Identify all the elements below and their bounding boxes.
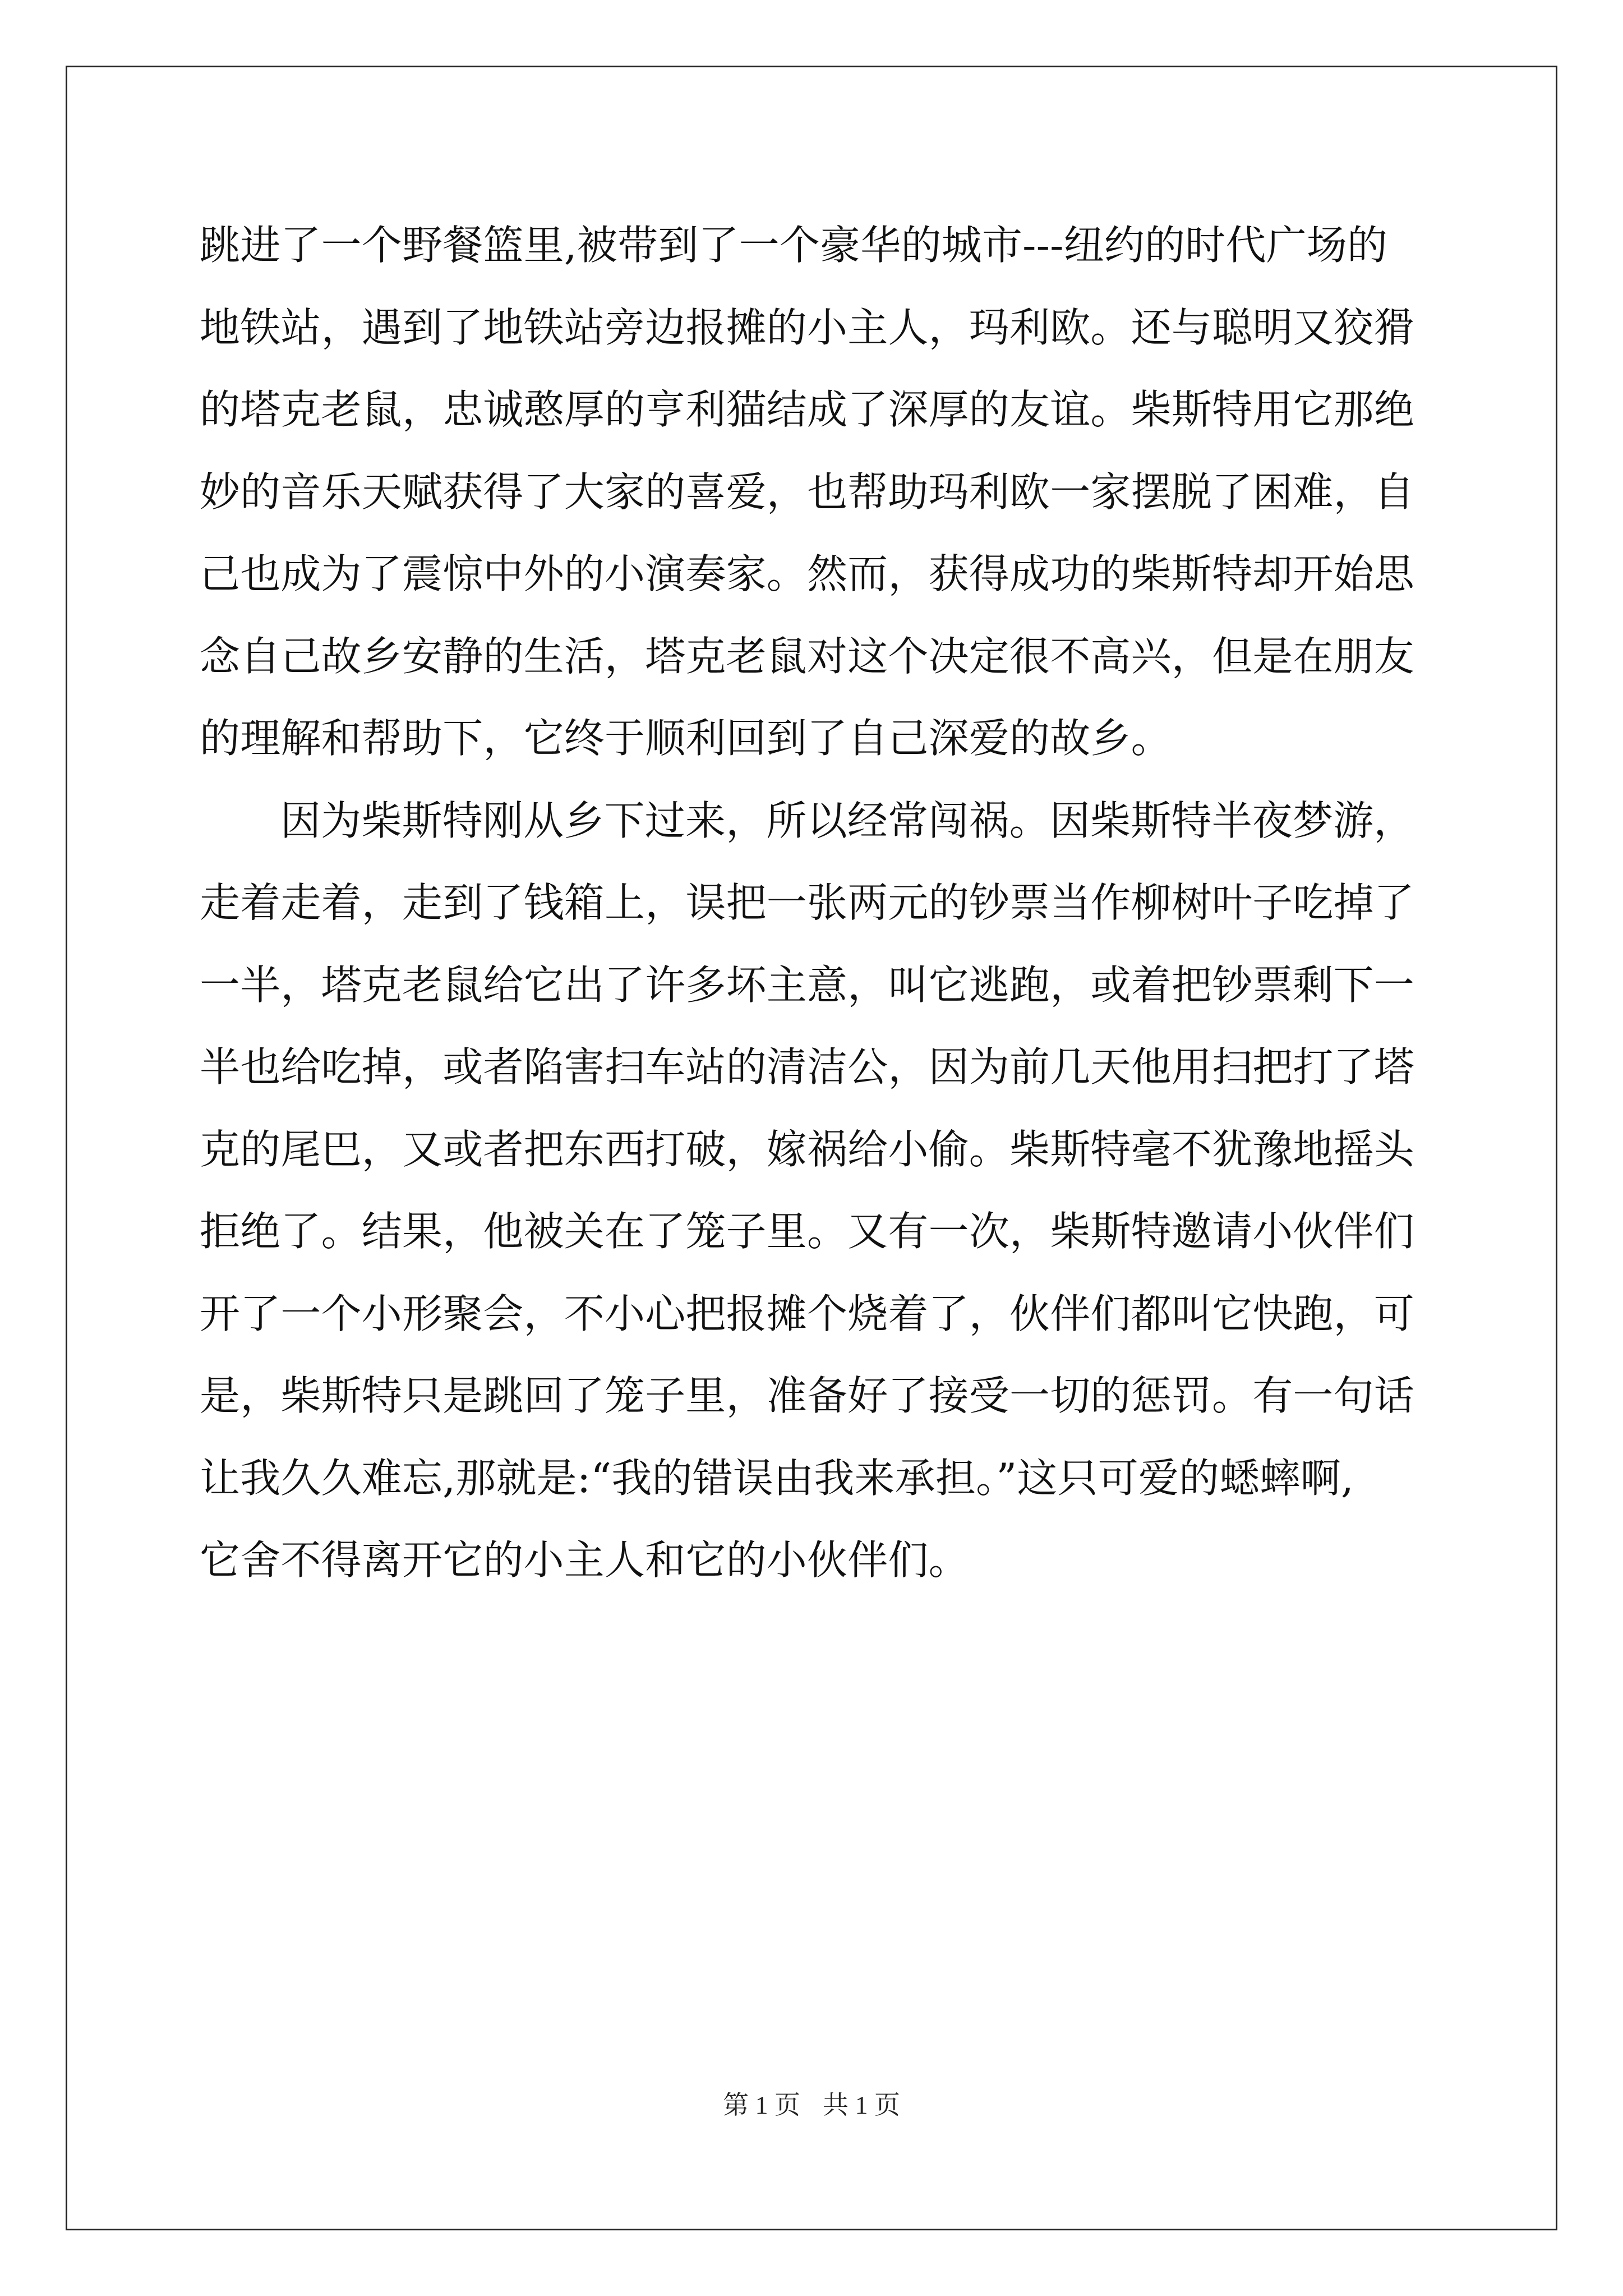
text-line: 念自己故乡安静的生活，塔克老鼠对这个决定很不高兴，但是在朋友 bbox=[200, 633, 1415, 680]
text-line: 的理解和帮助下，它终于顺利回到了自己深爱的故乡。 bbox=[200, 715, 1172, 762]
page-footer bbox=[0, 2088, 1623, 2122]
text-line: 半也给吃掉，或者陷害扫车站的清洁公，因为前几天他用扫把打了塔 bbox=[200, 1043, 1415, 1091]
text-line: 克的尾巴，又或者把东西打破，嫁祸给小偷。柴斯特毫不犹豫地摇头 bbox=[200, 1126, 1415, 1173]
text-line: 开了一个小形聚会，不小心把报摊个烧着了，伙伴们都叫它快跑，可 bbox=[200, 1290, 1415, 1337]
text-line: 的塔克老鼠，忠诚憨厚的亨利猫结成了深厚的友谊。柴斯特用它那绝 bbox=[200, 386, 1415, 433]
text-line: 跳进了一个野餐篮里,被带到了一个豪华的城市---纽约的时代广场的 bbox=[200, 222, 1388, 269]
text-line: 地铁站，遇到了地铁站旁边报摊的小主人，玛利欧。还与聪明又狡猾 bbox=[200, 304, 1415, 351]
page-number: 第 1 页 bbox=[723, 2091, 800, 2119]
page-total: 共 1 页 bbox=[823, 2091, 900, 2119]
text-line: 让我久久难忘,那就是:“我的错误由我来承担。”这只可爱的蟋蟀啊, bbox=[200, 1455, 1354, 1502]
text-line: 它舍不得离开它的小主人和它的小伙伴们。 bbox=[200, 1536, 969, 1584]
paragraph-first-line: 因为柴斯特刚从乡下过来，所以经常闯祸。因柴斯特半夜梦游， bbox=[280, 797, 1414, 844]
text-line: 走着走着，走到了钱箱上，误把一张两元的钞票当作柳树叶子吃掉了 bbox=[200, 879, 1415, 926]
text-line: 妙的音乐天赋获得了大家的喜爱，也帮助玛利欧一家摆脱了困难，自 bbox=[200, 468, 1415, 516]
text-line: 是，柴斯特只是跳回了笼子里，准备好了接受一切的惩罚。有一句话 bbox=[200, 1372, 1415, 1419]
text-line: 一半，塔克老鼠给它出了许多坏主意，叫它逃跑，或着把钞票剩下一 bbox=[200, 961, 1415, 1009]
text-line: 拒绝了。结果，他被关在了笼子里。又有一次，柴斯特邀请小伙伴们 bbox=[200, 1208, 1415, 1255]
text-line: 己也成为了震惊中外的小演奏家。然而，获得成功的柴斯特却开始思 bbox=[200, 550, 1415, 597]
